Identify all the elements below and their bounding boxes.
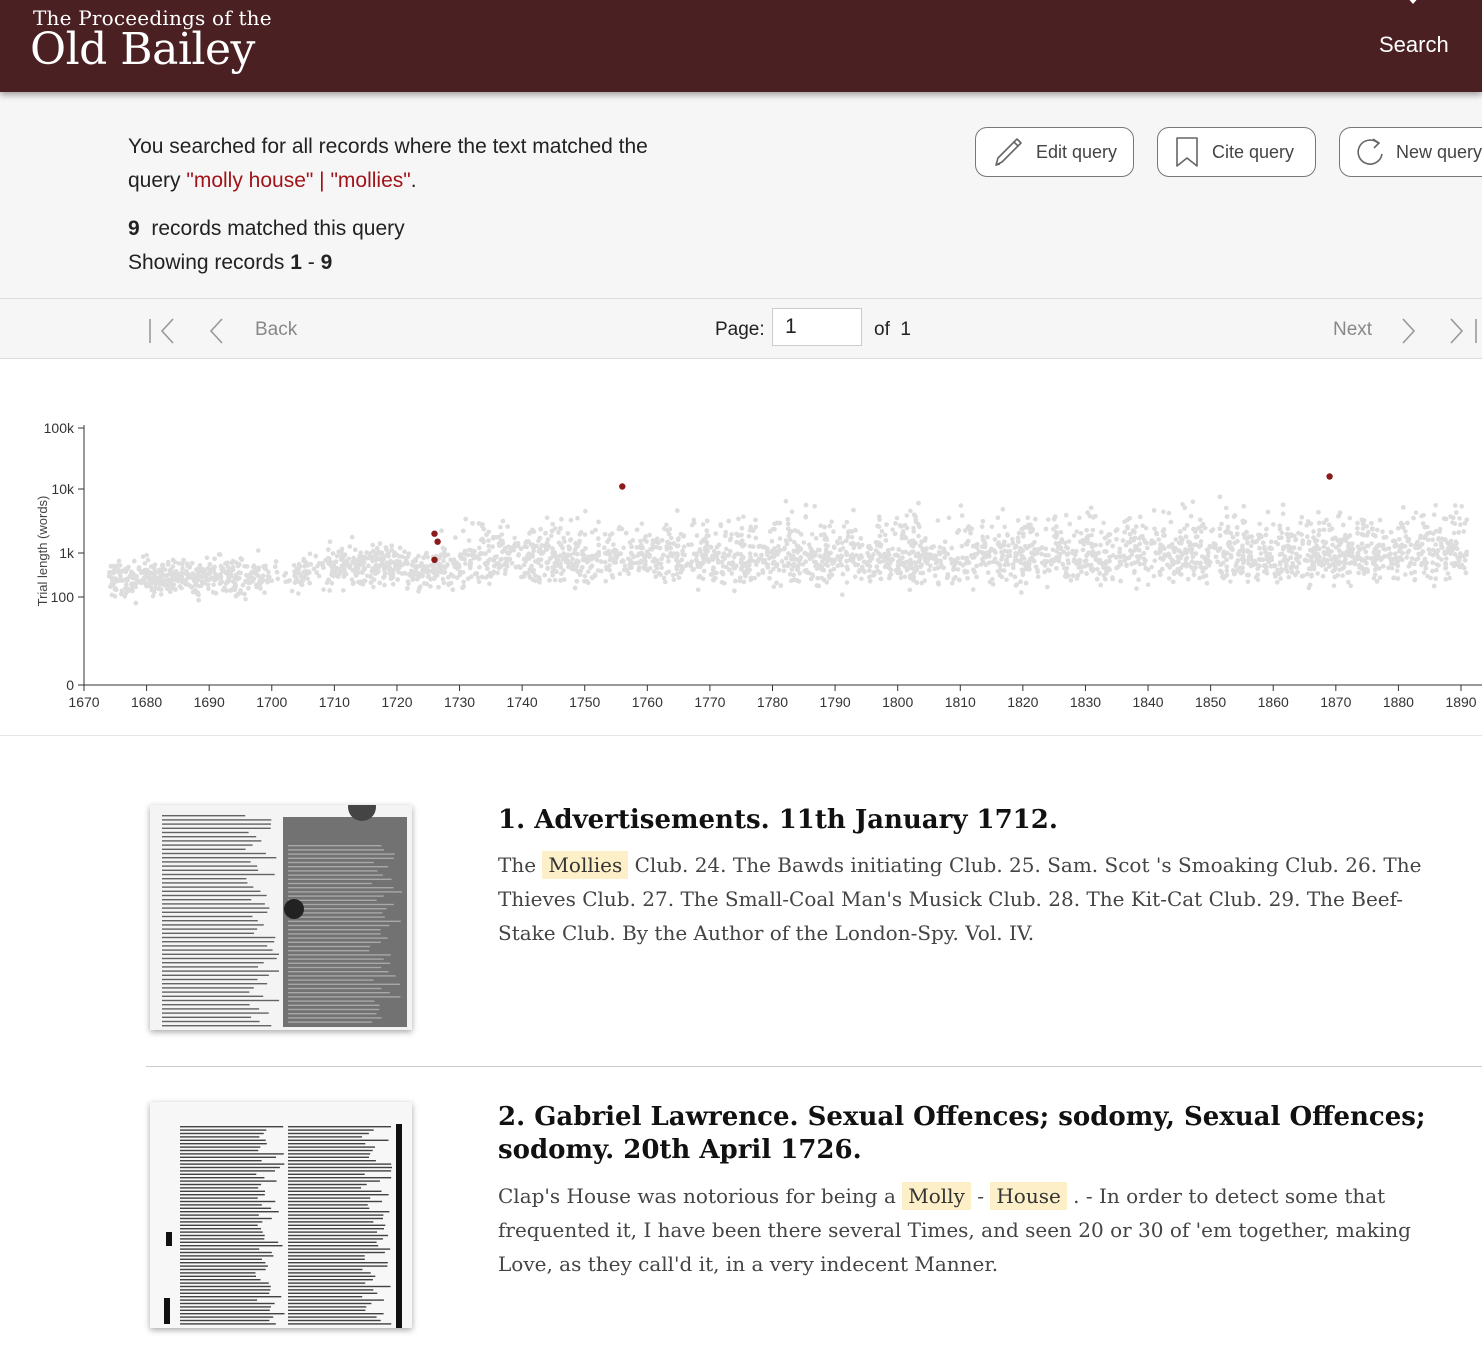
matched-trial-point[interactable]: [434, 539, 440, 545]
page-total-number: 1: [900, 319, 911, 340]
chart-svg[interactable]: [0, 359, 1482, 735]
x-tick-label: 1890: [1445, 694, 1477, 710]
x-tick-label: 1870: [1320, 694, 1352, 710]
showing-label: Showing records: [128, 251, 285, 274]
result-number: 1.: [498, 805, 526, 835]
cite-query-label: Cite query: [1212, 141, 1295, 162]
showing-separator: -: [307, 251, 315, 274]
snippet-text: . - In order to detect some that frequented it, I have been there several Times, and seen 20 or 30 of 'em together, making Love, as they call'd it, in a very indecent Manner.: [498, 1184, 1411, 1276]
matched-trial-point[interactable]: [431, 531, 437, 537]
x-tick-label: 1810: [944, 694, 976, 710]
page-of-label: of: [874, 319, 890, 340]
x-tick-label: 1880: [1382, 694, 1414, 710]
record-count: [128, 217, 405, 241]
cite-query-button[interactable]: [1157, 127, 1316, 177]
trial-length-scatter-chart[interactable]: [0, 359, 1482, 736]
menu-caret-icon[interactable]: [1406, 0, 1420, 4]
pencil-icon: [990, 134, 1026, 170]
showing-from: 1: [290, 251, 302, 274]
new-query-label: New query: [1396, 141, 1482, 162]
y-tick-label: 1k: [59, 545, 74, 561]
query-summary: [0, 92, 1482, 299]
page-total: [874, 319, 911, 341]
query-prefix: You searched for all records where the text matched the query: [128, 135, 648, 192]
x-tick-label: 1770: [694, 694, 726, 710]
query-suffix: .: [410, 169, 417, 192]
result-title-text: Gabriel Lawrence. Sexual Offences; sodomy, Sexual Offences; sodomy. 20th April 1726.: [498, 1102, 1426, 1165]
previous-page-icon[interactable]: [204, 317, 228, 345]
x-tick-label: 1760: [631, 694, 663, 710]
x-tick-label: 1800: [882, 694, 914, 710]
pagination-bar: [0, 299, 1482, 359]
y-tick-label: 0: [66, 677, 74, 693]
x-tick-label: 1790: [819, 694, 851, 710]
refresh-icon: [1354, 134, 1386, 170]
x-tick-label: 1720: [381, 694, 413, 710]
record-count-label: records matched this query: [151, 217, 405, 240]
x-tick-label: 1830: [1069, 694, 1102, 710]
snippet-text: -: [970, 1184, 991, 1208]
x-tick-label: 1740: [506, 694, 538, 710]
search-highlight: House: [990, 1182, 1066, 1210]
matched-trial-point[interactable]: [619, 483, 625, 489]
next-link[interactable]: Next: [1333, 319, 1373, 340]
logo-title[interactable]: Old Bailey: [30, 24, 255, 75]
x-tick-label: 1780: [756, 694, 789, 710]
search-highlight: Molly: [902, 1182, 971, 1210]
result-thumbnail[interactable]: [150, 805, 412, 1030]
matched-points[interactable]: [431, 473, 1333, 563]
new-query-button[interactable]: [1339, 127, 1482, 177]
snippet-text: Clap's House was notorious for being a: [498, 1184, 903, 1208]
y-tick-label: 10k: [51, 481, 74, 497]
y-tick-label: 100: [50, 589, 74, 605]
back-link[interactable]: Back: [255, 319, 298, 340]
showing-to: 9: [320, 251, 333, 274]
x-tick-label: 1700: [256, 694, 288, 710]
edit-query-label: Edit query: [1036, 141, 1118, 162]
x-tick-label: 1850: [1195, 694, 1227, 710]
result-thumbnail[interactable]: [150, 1102, 412, 1328]
x-tick-label: 1730: [443, 694, 476, 710]
result-number: 2.: [498, 1102, 526, 1132]
x-tick-label: 1750: [569, 694, 601, 710]
page-number-input[interactable]: 1: [772, 308, 862, 346]
background-points: [107, 495, 1469, 606]
site-header: [0, 0, 1482, 92]
edit-query-button[interactable]: [975, 127, 1134, 177]
bookmark-icon: [1172, 134, 1202, 170]
result-title-text: Advertisements. 11th January 1712.: [534, 805, 1058, 835]
logo-subtitle[interactable]: The Proceedings of the: [33, 6, 272, 30]
page-label: Page:: [715, 319, 765, 340]
result-snippet: [498, 1179, 1458, 1281]
x-tick-label: 1680: [131, 694, 163, 710]
next-page-icon[interactable]: [1397, 317, 1421, 345]
y-axis-label: Trial length (words): [35, 495, 50, 607]
x-tick-label: 1670: [68, 694, 100, 710]
first-page-icon[interactable]: [146, 317, 178, 345]
scanned-page-image: [150, 805, 412, 1030]
x-tick-label: 1860: [1257, 694, 1289, 710]
snippet-text: Club. 24. The Bawds initiating Club. 25. Sam. Scot 's Smoaking Club. 26. The Thieves Club. 27. The Small-Coal Man's Musick Club. 28. The Kit-Cat Club. 29. The Beef-Stake Club. By the Author of the London-Spy. Vol. IV.: [498, 853, 1422, 945]
x-tick-label: 1710: [318, 694, 350, 710]
showing-records: [128, 251, 332, 275]
last-page-icon[interactable]: [1446, 317, 1480, 345]
result-title[interactable]: [498, 1101, 1458, 1167]
matched-trial-point[interactable]: [431, 557, 437, 563]
query-string: "molly house" | "mollies": [186, 169, 411, 192]
scanned-page-image: [150, 1102, 412, 1328]
result-snippet: [498, 848, 1458, 950]
record-count-number: 9: [128, 217, 140, 240]
x-tick-label: 1690: [193, 694, 225, 710]
query-description: [128, 130, 688, 198]
y-tick-label: 100k: [43, 420, 74, 436]
x-tick-label: 1840: [1132, 694, 1164, 710]
snippet-text: The: [498, 853, 543, 877]
result-divider: [146, 1066, 1482, 1067]
search-nav-link[interactable]: Search: [1379, 32, 1449, 57]
result-title[interactable]: [498, 804, 1458, 837]
search-highlight: Mollies: [542, 851, 628, 879]
x-tick-label: 1820: [1007, 694, 1039, 710]
matched-trial-point[interactable]: [1326, 473, 1332, 479]
